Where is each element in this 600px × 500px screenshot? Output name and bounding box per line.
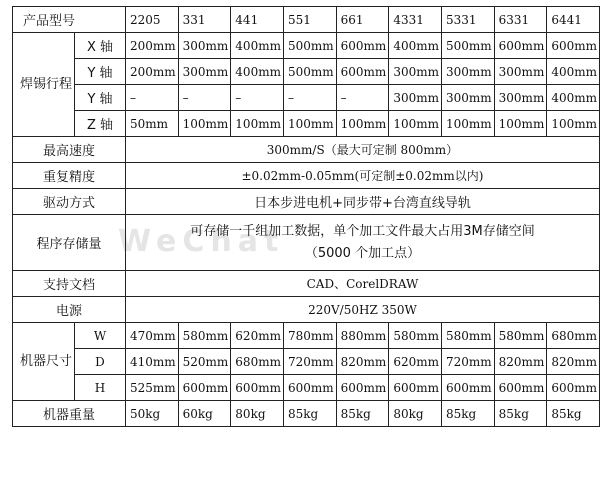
- spec-row-power: [13, 297, 600, 323]
- travel-cell: 400mm: [547, 59, 600, 85]
- size-cell: 600mm: [494, 375, 547, 401]
- spec-value: 300mm/S（最大可定制 800mm）: [125, 137, 599, 163]
- weight-row: [13, 401, 600, 427]
- size-label: 机器尺寸: [13, 323, 75, 401]
- travel-cell: 100mm: [441, 111, 494, 137]
- travel-cell: 100mm: [178, 111, 231, 137]
- spec-row-drive: [13, 189, 600, 215]
- travel-cell: 100mm: [494, 111, 547, 137]
- spec-row-docs: [13, 271, 600, 297]
- spec-value: CAD、CorelDRAW: [125, 271, 599, 297]
- travel-cell: –: [283, 85, 336, 111]
- size-cell: 600mm: [389, 375, 442, 401]
- travel-cell: 400mm: [547, 85, 600, 111]
- watermark: WeChat: [118, 224, 285, 259]
- spec-row-storage: [13, 215, 600, 271]
- weight-cell: 80kg: [389, 401, 442, 427]
- travel-cell: –: [125, 85, 178, 111]
- travel-cell: –: [231, 85, 284, 111]
- size-row-h: [13, 375, 600, 401]
- size-cell: 600mm: [283, 375, 336, 401]
- model-cell: 5331: [441, 7, 494, 33]
- travel-cell: 500mm: [283, 33, 336, 59]
- travel-cell: 300mm: [441, 85, 494, 111]
- size-cell: 580mm: [178, 323, 231, 349]
- spec-value: 日本步进电机+同步带+台湾直线导轨: [125, 189, 599, 215]
- axis-label: X 轴: [75, 33, 126, 59]
- weight-cell: 85kg: [494, 401, 547, 427]
- size-cell: 580mm: [441, 323, 494, 349]
- weight-cell: 80kg: [231, 401, 284, 427]
- travel-cell: 300mm: [494, 85, 547, 111]
- spec-label: 程序存储量: [13, 215, 126, 271]
- travel-cell: 300mm: [441, 59, 494, 85]
- model-cell: 661: [336, 7, 389, 33]
- travel-cell: –: [336, 85, 389, 111]
- travel-cell: 300mm: [389, 85, 442, 111]
- weight-cell: 85kg: [283, 401, 336, 427]
- size-cell: 410mm: [125, 349, 178, 375]
- travel-row-y2: [13, 85, 600, 111]
- travel-cell: 100mm: [336, 111, 389, 137]
- travel-row-x: [13, 33, 600, 59]
- spec-label: 最高速度: [13, 137, 126, 163]
- travel-cell: 400mm: [231, 59, 284, 85]
- spec-value: 220V/50HZ 350W: [125, 297, 599, 323]
- dim-label: W: [75, 323, 126, 349]
- travel-cell: 500mm: [283, 59, 336, 85]
- spec-row-precision: [13, 163, 600, 189]
- travel-cell: –: [178, 85, 231, 111]
- model-cell: 441: [231, 7, 284, 33]
- model-cell: 4331: [389, 7, 442, 33]
- storage-line-1: 可存储一千组加工数据，单个加工文件最大占用3M存储空间: [190, 223, 535, 239]
- travel-cell: 400mm: [231, 33, 284, 59]
- travel-cell: 300mm: [178, 59, 231, 85]
- travel-cell: 500mm: [441, 33, 494, 59]
- weight-cell: 85kg: [336, 401, 389, 427]
- size-cell: 720mm: [283, 349, 336, 375]
- spec-label: 驱动方式: [13, 189, 126, 215]
- spec-row-speed: [13, 137, 600, 163]
- spec-label: 支持文档: [13, 271, 126, 297]
- travel-cell: 600mm: [336, 33, 389, 59]
- size-cell: 680mm: [547, 323, 600, 349]
- size-cell: 620mm: [231, 323, 284, 349]
- size-cell: 820mm: [494, 349, 547, 375]
- model-cell: 551: [283, 7, 336, 33]
- spec-label: 电源: [13, 297, 126, 323]
- header-label: 产品型号: [13, 7, 126, 33]
- travel-cell: 100mm: [547, 111, 600, 137]
- size-cell: 820mm: [547, 349, 600, 375]
- size-cell: 820mm: [336, 349, 389, 375]
- size-cell: 720mm: [441, 349, 494, 375]
- weight-cell: 85kg: [441, 401, 494, 427]
- travel-cell: 400mm: [389, 33, 442, 59]
- travel-cell: 600mm: [547, 33, 600, 59]
- dim-label: D: [75, 349, 126, 375]
- travel-row-z: [13, 111, 600, 137]
- spec-table: [12, 6, 600, 427]
- size-cell: 620mm: [389, 349, 442, 375]
- size-cell: 880mm: [336, 323, 389, 349]
- size-cell: 680mm: [231, 349, 284, 375]
- travel-cell: 300mm: [389, 59, 442, 85]
- travel-cell: 50mm: [125, 111, 178, 137]
- size-cell: 600mm: [231, 375, 284, 401]
- travel-cell: 200mm: [125, 33, 178, 59]
- travel-cell: 100mm: [283, 111, 336, 137]
- model-cell: 6441: [547, 7, 600, 33]
- spec-label: 重复精度: [13, 163, 126, 189]
- header-row: [13, 7, 600, 33]
- travel-cell: 100mm: [389, 111, 442, 137]
- size-cell: 470mm: [125, 323, 178, 349]
- model-cell: 2205: [125, 7, 178, 33]
- weight-label: 机器重量: [13, 401, 126, 427]
- travel-cell: 600mm: [494, 33, 547, 59]
- travel-cell: 600mm: [336, 59, 389, 85]
- travel-label: 焊锡行程: [13, 33, 75, 137]
- size-cell: 580mm: [494, 323, 547, 349]
- size-row-w: [13, 323, 600, 349]
- weight-cell: 60kg: [178, 401, 231, 427]
- size-cell: 520mm: [178, 349, 231, 375]
- travel-row-y: [13, 59, 600, 85]
- size-row-d: [13, 349, 600, 375]
- size-cell: 525mm: [125, 375, 178, 401]
- size-cell: 600mm: [441, 375, 494, 401]
- storage-line-2: （5000 个加工点）: [304, 245, 421, 261]
- axis-label: Z 轴: [75, 111, 126, 137]
- axis-label: Y 轴: [75, 85, 126, 111]
- size-cell: 600mm: [547, 375, 600, 401]
- model-cell: 331: [178, 7, 231, 33]
- size-cell: 580mm: [389, 323, 442, 349]
- travel-cell: 200mm: [125, 59, 178, 85]
- weight-cell: 50kg: [125, 401, 178, 427]
- travel-cell: 300mm: [494, 59, 547, 85]
- model-cell: 6331: [494, 7, 547, 33]
- axis-label: Y 轴: [75, 59, 126, 85]
- weight-cell: 85kg: [547, 401, 600, 427]
- spec-value: [125, 215, 599, 271]
- travel-cell: 300mm: [178, 33, 231, 59]
- size-cell: 600mm: [178, 375, 231, 401]
- size-cell: 600mm: [336, 375, 389, 401]
- dim-label: H: [75, 375, 126, 401]
- travel-cell: 100mm: [231, 111, 284, 137]
- size-cell: 780mm: [283, 323, 336, 349]
- spec-value: ±0.02mm-0.05mm(可定制±0.02mm以内): [125, 163, 599, 189]
